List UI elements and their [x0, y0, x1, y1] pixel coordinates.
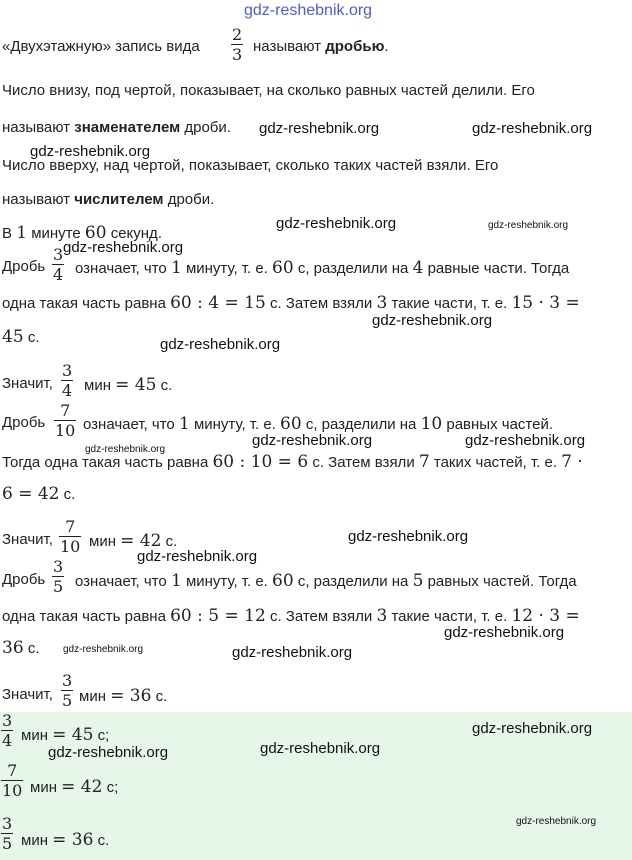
case2-conclusion-fraction: 7 10	[60, 517, 81, 556]
case3-line-1: означает, что 1 минуту, т. е. 60 с, разделили на 5 равных частей. Тогда	[75, 571, 577, 591]
answer-2-fraction: 7 10	[2, 761, 23, 800]
case3-word-fraction: Дробь	[2, 571, 46, 588]
intro-text: называют дробью.	[253, 38, 389, 55]
numerator-line-1: Число вверху, над чертой, показывает, сколько таких частей взяли. Его	[2, 157, 499, 174]
case1-line-2: одна такая часть равна 60 : 4 = 15 с. Затем взяли 3 такие части, т. е. 15 · 3 =	[2, 293, 580, 313]
minute-fact: В 1 минуте 60 секунд.	[2, 223, 162, 243]
case1-conclusion-fraction: 3 4	[62, 361, 73, 400]
watermark: gdz-reshebnik.org	[372, 312, 493, 329]
case2-line-3: 6 = 42 с.	[2, 484, 76, 504]
term-denominator: знаменателем	[74, 119, 181, 136]
watermark: gdz-reshebnik.org	[137, 548, 258, 565]
watermark: gdz-reshebnik.org	[259, 120, 380, 137]
answer-2: мин = 42 с;	[30, 777, 119, 797]
watermark: gdz-reshebnik.org	[348, 528, 469, 545]
watermark: gdz-reshebnik.org	[48, 744, 169, 761]
watermark: gdz-reshebnik.org	[488, 220, 569, 231]
watermark: gdz-reshebnik.org	[260, 740, 381, 757]
case1-fraction: 3 4	[53, 245, 64, 284]
answer-3-fraction: 3 5	[2, 814, 13, 853]
denominator-line-2: называют знаменателем дроби.	[2, 119, 231, 136]
term-numerator: числителем	[74, 191, 164, 208]
answer-1-fraction: 3 4	[2, 711, 13, 750]
case1-conclusion-label: Значит,	[2, 375, 53, 392]
case1-word-fraction: Дробь	[2, 258, 46, 275]
fraction-denominator: 3	[232, 45, 243, 64]
case2-word-fraction: Дробь	[2, 414, 46, 431]
watermark: gdz-reshebnik.org	[252, 432, 373, 449]
case3-conclusion-fraction: 3 5	[62, 671, 73, 710]
watermark: gdz-reshebnik.org	[516, 816, 597, 827]
case3-line-2: одна такая часть равна 60 : 5 = 12 с. Затем взяли 3 такие части, т. е. 12 · 3 =	[2, 606, 580, 626]
watermark: gdz-reshebnik.org	[160, 336, 281, 353]
watermark: gdz-reshebnik.org	[465, 432, 586, 449]
denominator-line-1: Число внизу, под чертой, показывает, на сколько равных частей делили. Его	[2, 82, 535, 99]
case3-fraction: 3 5	[53, 557, 64, 596]
answer-1: мин = 45 с;	[21, 725, 110, 745]
case2-line-2: Тогда одна такая часть равна 60 : 10 = 6 с. Затем взяли 7 таких частей, т. е. 7 ·	[2, 452, 583, 472]
watermark: gdz-reshebnik.org	[63, 644, 144, 655]
case2-conclusion-label: Значит,	[2, 531, 53, 548]
watermark: gdz-reshebnik.org	[63, 239, 184, 256]
case3-line-3: 36 с.	[2, 638, 40, 658]
case2-line-1: означает, что 1 минуту, т. е. 60 с, разделили на 10 равных частей.	[83, 414, 554, 434]
intro-quote: «Двухэтажную» запись вида	[2, 38, 200, 55]
watermark: gdz-reshebnik.org	[85, 444, 166, 455]
case3-conclusion: мин = 36 с.	[79, 686, 168, 706]
watermark: gdz-reshebnik.org	[30, 143, 151, 160]
fraction-numerator: 2	[232, 25, 243, 44]
case1-line-3: 45 с.	[2, 327, 40, 347]
watermark: gdz-reshebnik.org	[472, 120, 593, 137]
term-fraction: дробью	[325, 38, 385, 55]
answer-3: мин = 36 с.	[21, 830, 110, 850]
case1-conclusion: мин = 45 с.	[84, 375, 173, 395]
intro-fraction	[231, 26, 243, 63]
watermark: gdz-reshebnik.org	[444, 624, 565, 641]
case2-fraction: 7 10	[55, 401, 76, 440]
case3-conclusion-label: Значит,	[2, 686, 53, 703]
watermark: gdz-reshebnik.org	[244, 2, 373, 19]
case2-conclusion: мин = 42 с.	[89, 531, 178, 551]
watermark: gdz-reshebnik.org	[232, 644, 353, 661]
numerator-line-2: называют числителем дроби.	[2, 191, 215, 208]
watermark: gdz-reshebnik.org	[276, 215, 397, 232]
watermark: gdz-reshebnik.org	[472, 720, 593, 737]
case1-line-1: означает, что 1 минуту, т. е. 60 с, разделили на 4 равные части. Тогда	[75, 258, 570, 278]
